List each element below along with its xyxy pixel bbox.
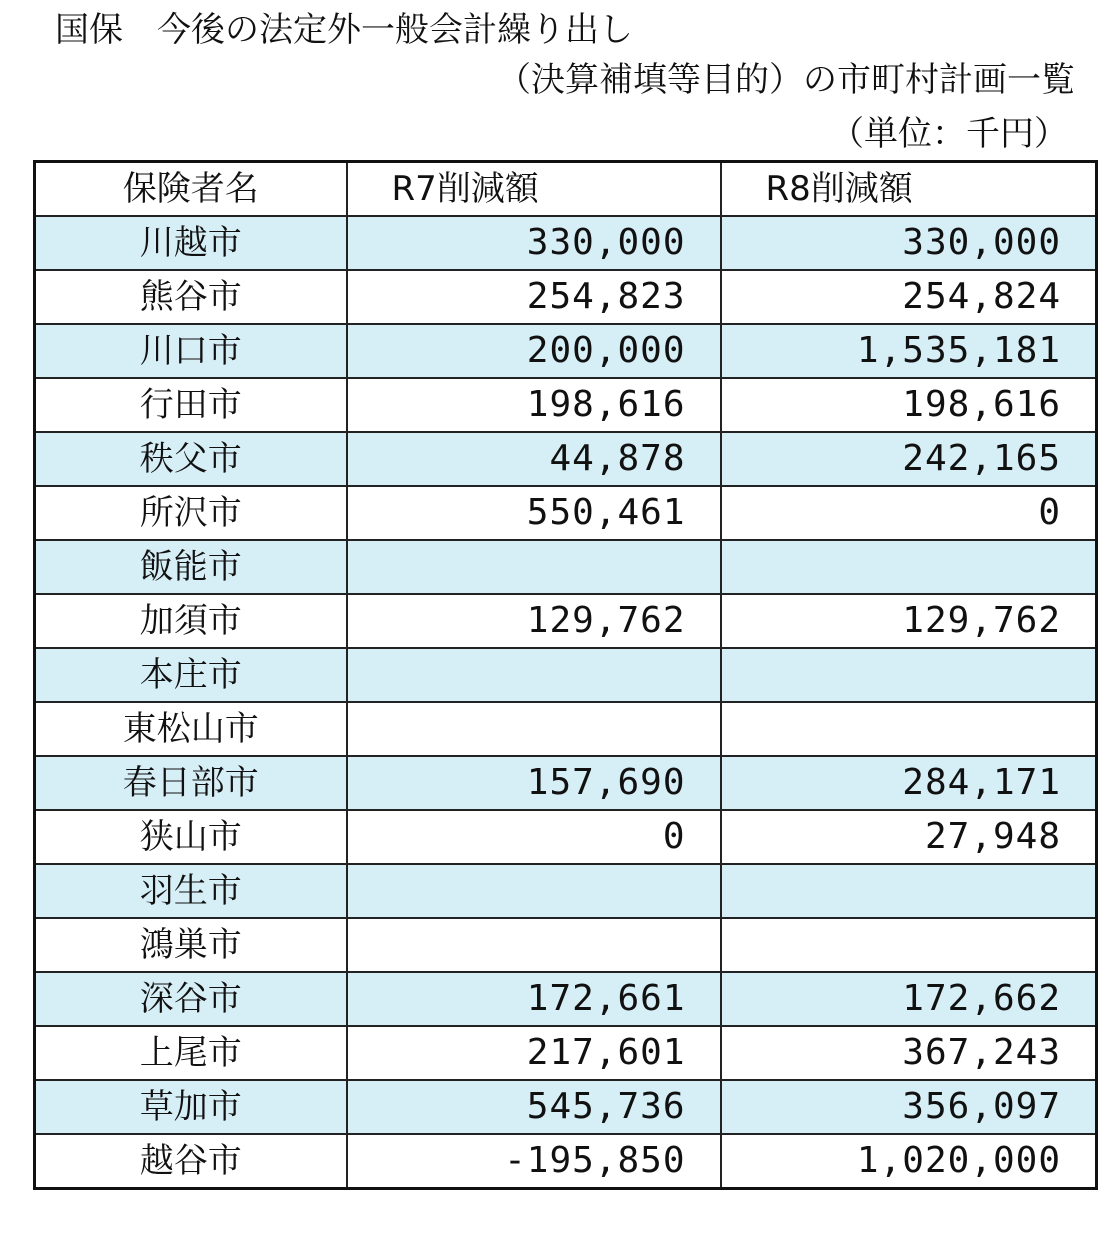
table-row — [35, 810, 1097, 864]
r8-reduction-cell: 284,171 — [721, 756, 1097, 810]
insurer-name-cell: 春日部市 — [35, 756, 347, 810]
table-row — [35, 486, 1097, 540]
r7-reduction-cell: 550,461 — [347, 486, 721, 540]
r8-reduction-cell: 27,948 — [721, 810, 1097, 864]
table-row — [35, 270, 1097, 324]
r8-reduction-cell: 356,097 — [721, 1080, 1097, 1134]
r7-reduction-cell: 200,000 — [347, 324, 721, 378]
r8-reduction-cell: 1,535,181 — [721, 324, 1097, 378]
insurer-name-cell: 鴻巣市 — [35, 918, 347, 972]
r7-reduction-cell: -195,850 — [347, 1134, 721, 1189]
insurer-name-cell: 加須市 — [35, 594, 347, 648]
unit-note: （単位：千円） — [830, 114, 1068, 154]
header-row — [35, 162, 1097, 217]
r7-reduction-cell — [347, 540, 721, 594]
r8-reduction-cell: 172,662 — [721, 972, 1097, 1026]
table-row — [35, 972, 1097, 1026]
r7-reduction-cell: 254,823 — [347, 270, 721, 324]
insurer-name-cell: 草加市 — [35, 1080, 347, 1134]
r7-reduction-cell: 217,601 — [347, 1026, 721, 1080]
r8-reduction-cell: 198,616 — [721, 378, 1097, 432]
table-row — [35, 864, 1097, 918]
insurer-name-cell: 川越市 — [35, 216, 347, 270]
insurer-name-cell: 越谷市 — [35, 1134, 347, 1189]
insurer-name-cell: 本庄市 — [35, 648, 347, 702]
r7-reduction-cell: 0 — [347, 810, 721, 864]
table-row — [35, 648, 1097, 702]
table-row — [35, 324, 1097, 378]
insurer-name-cell: 秩父市 — [35, 432, 347, 486]
table-row — [35, 756, 1097, 810]
insurer-name-cell: 東松山市 — [35, 702, 347, 756]
r8-reduction-cell: 0 — [721, 486, 1097, 540]
table-row — [35, 216, 1097, 270]
r7-reduction-cell — [347, 702, 721, 756]
insurer-name-cell: 所沢市 — [35, 486, 347, 540]
r8-reduction-cell: 254,824 — [721, 270, 1097, 324]
r7-reduction-cell: 172,661 — [347, 972, 721, 1026]
table-body — [35, 216, 1097, 1189]
table-row — [35, 1080, 1097, 1134]
table-row — [35, 918, 1097, 972]
r8-reduction-cell: 129,762 — [721, 594, 1097, 648]
insurer-name-cell: 狭山市 — [35, 810, 347, 864]
r7-reduction-cell — [347, 648, 721, 702]
table-row — [35, 702, 1097, 756]
document-title-line1: 国保 今後の法定外一般会計繰り出し — [55, 10, 633, 50]
table-row — [35, 1134, 1097, 1189]
header-r8-reduction: R8削減額 — [721, 162, 1097, 217]
table-row — [35, 1026, 1097, 1080]
insurer-name-cell: 飯能市 — [35, 540, 347, 594]
r8-reduction-cell: 1,020,000 — [721, 1134, 1097, 1189]
r7-reduction-cell: 129,762 — [347, 594, 721, 648]
insurer-name-cell: 羽生市 — [35, 864, 347, 918]
table-row — [35, 540, 1097, 594]
r8-reduction-cell — [721, 648, 1097, 702]
insurer-name-cell: 行田市 — [35, 378, 347, 432]
r7-reduction-cell: 198,616 — [347, 378, 721, 432]
r7-reduction-cell: 330,000 — [347, 216, 721, 270]
r8-reduction-cell — [721, 540, 1097, 594]
r7-reduction-cell — [347, 918, 721, 972]
r7-reduction-cell: 545,736 — [347, 1080, 721, 1134]
r8-reduction-cell — [721, 918, 1097, 972]
table-row — [35, 378, 1097, 432]
document-title-line2: （決算補填等目的）の市町村計画一覧 — [497, 60, 1075, 100]
r7-reduction-cell — [347, 864, 721, 918]
r7-reduction-cell: 44,878 — [347, 432, 721, 486]
insurer-name-cell: 上尾市 — [35, 1026, 347, 1080]
header-r7-reduction: R7削減額 — [347, 162, 721, 217]
municipality-plan-table — [33, 160, 1098, 1190]
r7-reduction-cell: 157,690 — [347, 756, 721, 810]
table-row — [35, 432, 1097, 486]
insurer-name-cell: 深谷市 — [35, 972, 347, 1026]
r8-reduction-cell: 330,000 — [721, 216, 1097, 270]
header-insurer-name: 保険者名 — [35, 162, 347, 217]
r8-reduction-cell: 367,243 — [721, 1026, 1097, 1080]
insurer-name-cell: 川口市 — [35, 324, 347, 378]
r8-reduction-cell — [721, 702, 1097, 756]
r8-reduction-cell: 242,165 — [721, 432, 1097, 486]
table-row — [35, 594, 1097, 648]
insurer-name-cell: 熊谷市 — [35, 270, 347, 324]
r8-reduction-cell — [721, 864, 1097, 918]
